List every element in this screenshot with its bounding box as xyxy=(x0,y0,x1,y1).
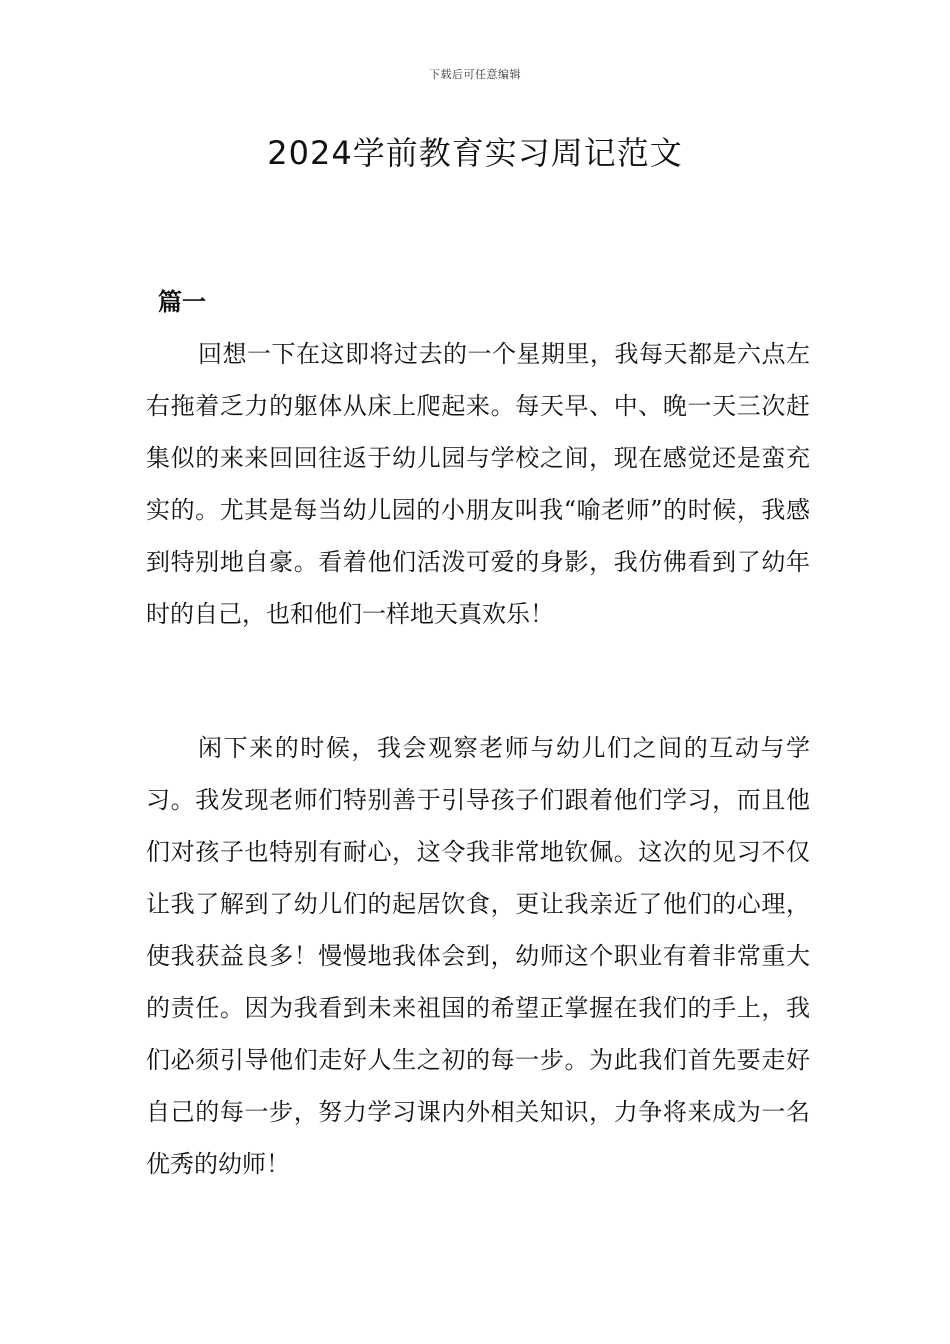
header-note: 下载后可任意编辑 xyxy=(429,68,521,81)
paragraph-2: 闲下来的时候，我会观察老师与幼儿们之间的互动与学习。我发现老师们特别善于引导孩子们跟着他们学习，而且他们对孩子也特别有耐心，这令我非常地钦佩。这次的见习不仅让我了解到了幼儿们的起居饮食，更让我亲近了他们的心理，使我获益良多！慢慢地我体会到，幼师这个职业有着非常重大的责任。因为我看到未来祖国的希望正掌握在我们的手上，我们必须引导他们走好人生之初的每一步。为此我们首先要走好自己的每一步，努力学习课内外相关知识，力争将来成为一名优秀的幼师！ xyxy=(146,734,810,1178)
paragraph-1: 回想一下在这即将过去的一个星期里，我每天都是六点左右拖着乏力的躯体从床上爬起来。每天早、中、晚一天三次赶集似的来来回回往返于幼儿园与学校之间，现在感觉还是蛮充实的。尤其是每当幼儿园的小朋友叫我“喻老师”的时候，我感到特别地自豪。看着他们活泼可爱的身影，我仿佛看到了幼年时的自己，也和他们一样地天真欢乐！ xyxy=(146,340,810,628)
document-title: 2024学前教育实习周记范文 xyxy=(267,134,683,172)
section-heading: 篇一 xyxy=(158,287,206,316)
